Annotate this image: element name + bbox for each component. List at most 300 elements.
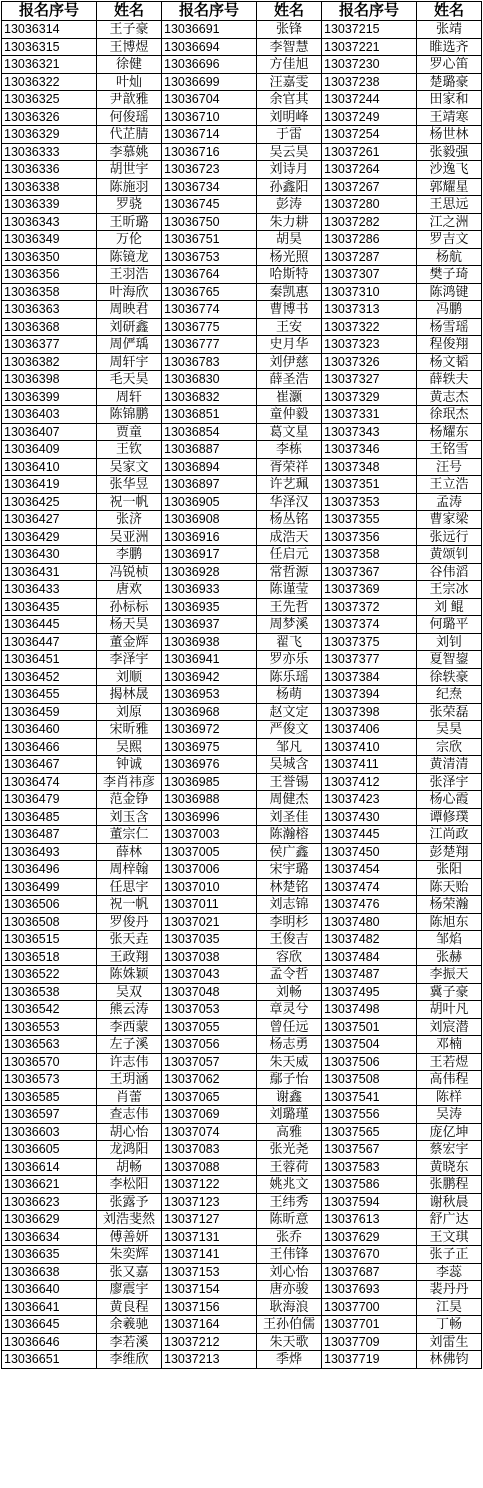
name-cell: 余官其 (257, 91, 322, 109)
name-cell: 尹歆雅 (97, 91, 162, 109)
name-cell: 范金铮 (97, 791, 162, 809)
name-cell: 李栋 (257, 441, 322, 459)
name-cell: 孙鑫阳 (257, 178, 322, 196)
name-cell: 容欣 (257, 948, 322, 966)
name-cell: 丁畅 (417, 1316, 482, 1334)
table-row (2, 196, 482, 214)
name-cell: 史月华 (257, 336, 322, 354)
registration-number-cell: 13037123 (162, 1193, 257, 1211)
name-cell: 张远行 (417, 528, 482, 546)
name-cell: 胡昊 (257, 231, 322, 249)
registration-number-cell: 13036605 (2, 1141, 97, 1159)
name-cell: 刘圣佳 (257, 808, 322, 826)
results-table (1, 1, 482, 1369)
registration-number-cell: 13037498 (322, 1001, 417, 1019)
name-cell: 许艺珮 (257, 476, 322, 494)
header-registration-number: 报名序号 (322, 2, 417, 21)
name-cell: 刘研鑫 (97, 318, 162, 336)
registration-number-cell: 13037700 (322, 1298, 417, 1316)
registration-number-cell: 13036455 (2, 686, 97, 704)
registration-number-cell: 13037310 (322, 283, 417, 301)
registration-number-cell: 13037719 (322, 1351, 417, 1369)
name-cell: 张锋 (257, 21, 322, 39)
name-cell: 张靖 (417, 21, 482, 39)
registration-number-cell: 13036339 (2, 196, 97, 214)
registration-number-cell: 13036447 (2, 633, 97, 651)
registration-number-cell: 13036976 (162, 756, 257, 774)
table-row (2, 703, 482, 721)
table-row (2, 318, 482, 336)
name-cell: 王誉锡 (257, 773, 322, 791)
name-cell: 华泽汉 (257, 493, 322, 511)
registration-number-cell: 13036916 (162, 528, 257, 546)
name-cell: 刘原 (97, 703, 162, 721)
registration-number-cell: 13036694 (162, 38, 257, 56)
registration-number-cell: 13037411 (322, 756, 417, 774)
registration-number-cell: 13036314 (2, 21, 97, 39)
registration-number-cell: 13037287 (322, 248, 417, 266)
registration-number-cell: 13036905 (162, 493, 257, 511)
name-cell: 贾童 (97, 423, 162, 441)
registration-number-cell: 13036368 (2, 318, 97, 336)
name-cell: 万伦 (97, 231, 162, 249)
table-row (2, 388, 482, 406)
name-cell: 林楚铭 (257, 878, 322, 896)
table-row (2, 301, 482, 319)
name-cell: 杨丛铭 (257, 511, 322, 529)
registration-number-cell: 13037323 (322, 336, 417, 354)
name-cell: 罗骁 (97, 196, 162, 214)
table-row (2, 616, 482, 634)
registration-number-cell: 13037057 (162, 1053, 257, 1071)
registration-number-cell: 13036614 (2, 1158, 97, 1176)
name-cell: 吴云昊 (257, 143, 322, 161)
name-cell: 周健杰 (257, 791, 322, 809)
name-cell: 邹凡 (257, 738, 322, 756)
name-cell: 谢秋晨 (417, 1193, 482, 1211)
name-cell: 王若煜 (417, 1053, 482, 1071)
table-row (2, 1071, 482, 1089)
name-cell: 刘钊 (417, 633, 482, 651)
name-cell: 黄良程 (97, 1298, 162, 1316)
name-cell: 叶海欣 (97, 283, 162, 301)
table-row (2, 528, 482, 546)
registration-number-cell: 13036646 (2, 1333, 97, 1351)
header-registration-number: 报名序号 (162, 2, 257, 21)
name-cell: 沙逸飞 (417, 161, 482, 179)
registration-number-cell: 13036459 (2, 703, 97, 721)
name-cell: 朱奕辉 (97, 1246, 162, 1264)
registration-number-cell: 13037709 (322, 1333, 417, 1351)
name-cell: 曹家梁 (417, 511, 482, 529)
name-cell: 宗欣 (417, 738, 482, 756)
registration-number-cell: 13037346 (322, 441, 417, 459)
name-cell: 钟诚 (97, 756, 162, 774)
name-cell: 张乔 (257, 1228, 322, 1246)
table-row (2, 843, 482, 861)
name-cell: 刘玉含 (97, 808, 162, 826)
name-cell: 蔡宏宇 (417, 1141, 482, 1159)
table-row (2, 126, 482, 144)
name-cell: 王宗冰 (417, 581, 482, 599)
registration-number-cell: 13036538 (2, 983, 97, 1001)
header-name: 姓名 (257, 2, 322, 21)
name-cell: 秦凯惠 (257, 283, 322, 301)
table-row (2, 213, 482, 231)
name-cell: 张阳 (417, 861, 482, 879)
name-cell: 张又嘉 (97, 1263, 162, 1281)
registration-number-cell: 13036887 (162, 441, 257, 459)
table-row (2, 1246, 482, 1264)
registration-number-cell: 13037670 (322, 1246, 417, 1264)
registration-number-cell: 13036645 (2, 1316, 97, 1334)
registration-number-cell: 13036427 (2, 511, 97, 529)
name-cell: 李慕姚 (97, 143, 162, 161)
name-cell: 庞亿坤 (417, 1123, 482, 1141)
registration-number-cell: 13037280 (322, 196, 417, 214)
registration-number-cell: 13037156 (162, 1298, 257, 1316)
registration-number-cell: 13037267 (322, 178, 417, 196)
name-cell: 楚璐豪 (417, 73, 482, 91)
table-row (2, 1316, 482, 1334)
name-cell: 揭林晟 (97, 686, 162, 704)
registration-number-cell: 13036775 (162, 318, 257, 336)
name-cell: 王纬秀 (257, 1193, 322, 1211)
table-row (2, 651, 482, 669)
registration-number-cell: 13036315 (2, 38, 97, 56)
name-cell: 祝一帆 (97, 493, 162, 511)
registration-number-cell: 13037154 (162, 1281, 257, 1299)
name-cell: 吴昊 (417, 721, 482, 739)
name-cell: 朱力耕 (257, 213, 322, 231)
table-row (2, 738, 482, 756)
name-cell: 侯广鑫 (257, 843, 322, 861)
name-cell: 张露予 (97, 1193, 162, 1211)
name-cell: 刘顺 (97, 668, 162, 686)
registration-number-cell: 13037355 (322, 511, 417, 529)
name-cell: 江尚政 (417, 826, 482, 844)
name-cell: 王先哲 (257, 598, 322, 616)
registration-number-cell: 13036953 (162, 686, 257, 704)
name-cell: 朱天威 (257, 1053, 322, 1071)
registration-number-cell: 13036563 (2, 1036, 97, 1054)
name-cell: 夏智鋆 (417, 651, 482, 669)
name-cell: 高雅 (257, 1123, 322, 1141)
registration-number-cell: 13037215 (322, 21, 417, 39)
name-cell: 杨心霞 (417, 791, 482, 809)
registration-number-cell: 13037487 (322, 966, 417, 984)
table-header (2, 2, 482, 21)
name-cell: 陈鸿键 (417, 283, 482, 301)
registration-number-cell: 13037372 (322, 598, 417, 616)
registration-number-cell: 13037005 (162, 843, 257, 861)
name-cell: 方佳旭 (257, 56, 322, 74)
registration-number-cell: 13036750 (162, 213, 257, 231)
name-cell: 张光尧 (257, 1141, 322, 1159)
registration-number-cell: 13036493 (2, 843, 97, 861)
registration-number-cell: 13036851 (162, 406, 257, 424)
name-cell: 陈施羽 (97, 178, 162, 196)
table-row (2, 1176, 482, 1194)
registration-number-cell: 13036407 (2, 423, 97, 441)
registration-number-cell: 13036518 (2, 948, 97, 966)
registration-number-cell: 13037430 (322, 808, 417, 826)
name-cell: 徐健 (97, 56, 162, 74)
registration-number-cell: 13036634 (2, 1228, 97, 1246)
registration-number-cell: 13036640 (2, 1281, 97, 1299)
name-cell: 王靖寒 (417, 108, 482, 126)
registration-number-cell: 13036452 (2, 668, 97, 686)
name-cell: 王孙伯儒 (257, 1316, 322, 1334)
registration-number-cell: 13036377 (2, 336, 97, 354)
registration-number-cell: 13036928 (162, 563, 257, 581)
name-cell: 宋昕雅 (97, 721, 162, 739)
name-cell: 杨荣瀚 (417, 896, 482, 914)
name-cell: 崔灏 (257, 388, 322, 406)
registration-number-cell: 13037541 (322, 1088, 417, 1106)
name-cell: 吴双 (97, 983, 162, 1001)
registration-number-cell: 13037043 (162, 966, 257, 984)
registration-number-cell: 13037369 (322, 581, 417, 599)
registration-number-cell: 13036542 (2, 1001, 97, 1019)
name-cell: 裴丹丹 (417, 1281, 482, 1299)
name-cell: 哈斯特 (257, 266, 322, 284)
registration-number-cell: 13036704 (162, 91, 257, 109)
registration-number-cell: 13036479 (2, 791, 97, 809)
registration-number-cell: 13036585 (2, 1088, 97, 1106)
table-row (2, 21, 482, 39)
table-row (2, 108, 482, 126)
name-cell: 毛天昊 (97, 371, 162, 389)
name-cell: 王昕璐 (97, 213, 162, 231)
name-cell: 叶灿 (97, 73, 162, 91)
name-cell: 肖蕾 (97, 1088, 162, 1106)
name-cell: 邓楠 (417, 1036, 482, 1054)
registration-number-cell: 13036938 (162, 633, 257, 651)
registration-number-cell: 13037307 (322, 266, 417, 284)
registration-number-cell: 13037131 (162, 1228, 257, 1246)
registration-number-cell: 13036431 (2, 563, 97, 581)
name-cell: 张赫 (417, 948, 482, 966)
name-cell: 杨世林 (417, 126, 482, 144)
registration-number-cell: 13037406 (322, 721, 417, 739)
name-cell: 常哲源 (257, 563, 322, 581)
name-cell: 曾任远 (257, 1018, 322, 1036)
registration-number-cell: 13037410 (322, 738, 417, 756)
name-cell: 周俨瑀 (97, 336, 162, 354)
registration-number-cell: 13036467 (2, 756, 97, 774)
name-cell: 童仲毅 (257, 406, 322, 424)
name-cell: 谷伟滔 (417, 563, 482, 581)
name-cell: 黄清清 (417, 756, 482, 774)
name-cell: 孟令哲 (257, 966, 322, 984)
registration-number-cell: 13037141 (162, 1246, 257, 1264)
name-cell: 胡世宇 (97, 161, 162, 179)
registration-number-cell: 13037286 (322, 231, 417, 249)
registration-number-cell: 13036336 (2, 161, 97, 179)
name-cell: 李维欣 (97, 1351, 162, 1369)
table-row (2, 756, 482, 774)
table-row (2, 546, 482, 564)
name-cell: 王博煜 (97, 38, 162, 56)
table-row (2, 633, 482, 651)
name-cell: 王俊吉 (257, 931, 322, 949)
table-row (2, 476, 482, 494)
registration-number-cell: 13036651 (2, 1351, 97, 1369)
registration-number-cell: 13036734 (162, 178, 257, 196)
table-row (2, 861, 482, 879)
table-row (2, 1193, 482, 1211)
registration-number-cell: 13036338 (2, 178, 97, 196)
name-cell: 陈镜龙 (97, 248, 162, 266)
registration-number-cell: 13037398 (322, 703, 417, 721)
registration-number-cell: 13037506 (322, 1053, 417, 1071)
table-row (2, 1333, 482, 1351)
registration-number-cell: 13037254 (322, 126, 417, 144)
registration-number-cell: 13036325 (2, 91, 97, 109)
name-cell: 翟飞 (257, 633, 322, 651)
registration-number-cell: 13036515 (2, 931, 97, 949)
registration-number-cell: 13036699 (162, 73, 257, 91)
name-cell: 唐亦骏 (257, 1281, 322, 1299)
name-cell: 陈姝颖 (97, 966, 162, 984)
table-row (2, 913, 482, 931)
registration-number-cell: 13036430 (2, 546, 97, 564)
registration-number-cell: 13037221 (322, 38, 417, 56)
registration-number-cell: 13037629 (322, 1228, 417, 1246)
table-row (2, 353, 482, 371)
name-cell: 宋宇璐 (257, 861, 322, 879)
name-cell: 杨光照 (257, 248, 322, 266)
name-cell: 鄢子怡 (257, 1071, 322, 1089)
registration-number-cell: 13036716 (162, 143, 257, 161)
registration-number-cell: 13037053 (162, 1001, 257, 1019)
name-cell: 纪焘 (417, 686, 482, 704)
name-cell: 杨航 (417, 248, 482, 266)
name-cell: 罗俊丹 (97, 913, 162, 931)
table-row (2, 808, 482, 826)
registration-number-cell: 13036696 (162, 56, 257, 74)
registration-number-cell: 13037423 (322, 791, 417, 809)
registration-number-cell: 13036410 (2, 458, 97, 476)
name-cell: 章灵兮 (257, 1001, 322, 1019)
table-row (2, 686, 482, 704)
registration-number-cell: 13036487 (2, 826, 97, 844)
name-cell: 李明杉 (257, 913, 322, 931)
name-cell: 程俊翔 (417, 336, 482, 354)
registration-number-cell: 13036506 (2, 896, 97, 914)
registration-number-cell: 13037508 (322, 1071, 417, 1089)
name-cell: 睢选齐 (417, 38, 482, 56)
registration-number-cell: 13036382 (2, 353, 97, 371)
table-row (2, 1106, 482, 1124)
registration-number-cell: 13036485 (2, 808, 97, 826)
registration-number-cell: 13037062 (162, 1071, 257, 1089)
name-cell: 张子正 (417, 1246, 482, 1264)
table-row (2, 1228, 482, 1246)
registration-number-cell: 13037351 (322, 476, 417, 494)
name-cell: 许志伟 (97, 1053, 162, 1071)
registration-number-cell: 13036460 (2, 721, 97, 739)
table-row (2, 1211, 482, 1229)
registration-number-cell: 13036398 (2, 371, 97, 389)
table-row (2, 791, 482, 809)
name-cell: 王伟锋 (257, 1246, 322, 1264)
name-cell: 罗亦乐 (257, 651, 322, 669)
table-row (2, 1018, 482, 1036)
header-row (2, 2, 482, 21)
table-row (2, 56, 482, 74)
registration-number-cell: 13036474 (2, 773, 97, 791)
registration-number-cell: 13037484 (322, 948, 417, 966)
name-cell: 何俊瑶 (97, 108, 162, 126)
registration-number-cell: 13036403 (2, 406, 97, 424)
name-cell: 周映君 (97, 301, 162, 319)
registration-number-cell: 13037331 (322, 406, 417, 424)
registration-number-cell: 13036429 (2, 528, 97, 546)
name-cell: 王蓉荷 (257, 1158, 322, 1176)
name-cell: 邹焰 (417, 931, 482, 949)
name-cell: 孟涛 (417, 493, 482, 511)
registration-number-cell: 13036358 (2, 283, 97, 301)
registration-number-cell: 13036985 (162, 773, 257, 791)
registration-number-cell: 13037480 (322, 913, 417, 931)
name-cell: 薛轶夫 (417, 371, 482, 389)
registration-number-cell: 13036629 (2, 1211, 97, 1229)
registration-number-cell: 13037264 (322, 161, 417, 179)
registration-number-cell: 13036777 (162, 336, 257, 354)
table-row (2, 143, 482, 161)
name-cell: 周轩 (97, 388, 162, 406)
registration-number-cell: 13037322 (322, 318, 417, 336)
name-cell: 李鹏 (97, 546, 162, 564)
name-cell: 张荣磊 (417, 703, 482, 721)
registration-number-cell: 13037356 (322, 528, 417, 546)
name-cell: 余羲驰 (97, 1316, 162, 1334)
name-cell: 谭修璞 (417, 808, 482, 826)
registration-number-cell: 13036830 (162, 371, 257, 389)
registration-number-cell: 13036975 (162, 738, 257, 756)
table-row (2, 966, 482, 984)
name-cell: 陈样 (417, 1088, 482, 1106)
name-cell: 刘诗月 (257, 161, 322, 179)
name-cell: 黄志杰 (417, 388, 482, 406)
name-cell: 彭涛 (257, 196, 322, 214)
name-cell: 刘璐瑾 (257, 1106, 322, 1124)
registration-number-cell: 13037122 (162, 1176, 257, 1194)
name-cell: 吴家文 (97, 458, 162, 476)
name-cell: 李泽宇 (97, 651, 162, 669)
registration-number-cell: 13036399 (2, 388, 97, 406)
registration-number-cell: 13036941 (162, 651, 257, 669)
registration-number-cell: 13037445 (322, 826, 417, 844)
registration-number-cell: 13037701 (322, 1316, 417, 1334)
registration-number-cell: 13036621 (2, 1176, 97, 1194)
registration-number-cell: 13036597 (2, 1106, 97, 1124)
name-cell: 江昊 (417, 1298, 482, 1316)
name-cell: 彭楚翔 (417, 843, 482, 861)
name-cell: 耿海浪 (257, 1298, 322, 1316)
name-cell: 杨萌 (257, 686, 322, 704)
registration-number-cell: 13036935 (162, 598, 257, 616)
registration-number-cell: 13037583 (322, 1158, 417, 1176)
name-cell: 谢鑫 (257, 1088, 322, 1106)
name-cell: 唐欢 (97, 581, 162, 599)
name-cell: 陈瀚榕 (257, 826, 322, 844)
name-cell: 王钦 (97, 441, 162, 459)
registration-number-cell: 13036764 (162, 266, 257, 284)
name-cell: 周梦溪 (257, 616, 322, 634)
